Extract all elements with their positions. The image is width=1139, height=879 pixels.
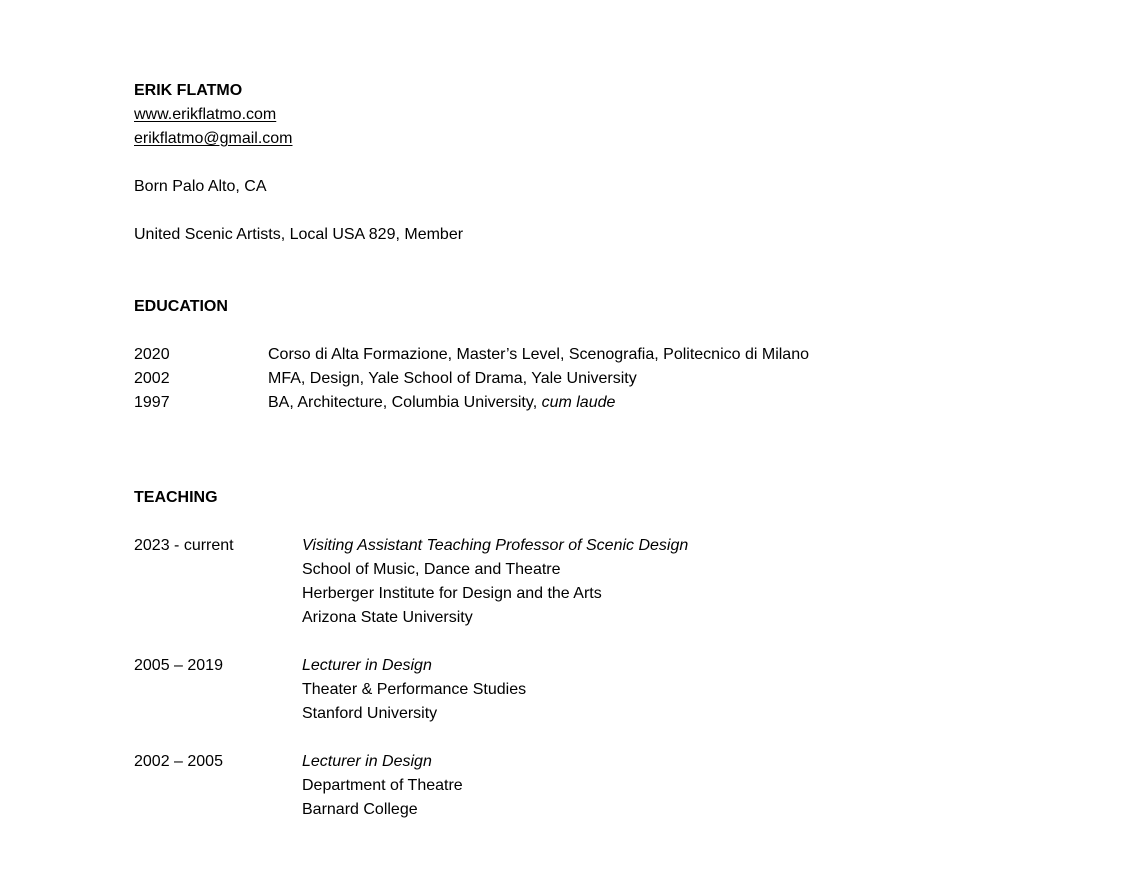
teaching-institution: Barnard College <box>302 801 418 818</box>
education-honor: cum laude <box>541 394 616 411</box>
email-link[interactable]: erikflatmo@gmail.com <box>134 130 293 147</box>
education-entry <box>134 367 1094 391</box>
birthplace: Born Palo Alto, CA <box>134 178 267 195</box>
teaching-years: 2023 - current <box>134 537 234 554</box>
teaching-entry <box>134 750 1094 822</box>
teaching-heading: TEACHING <box>134 489 218 506</box>
union-membership: United Scenic Artists, Local USA 829, Member <box>134 226 464 243</box>
teaching-entry <box>134 534 1094 630</box>
teaching-institution: Stanford University <box>302 705 438 722</box>
teaching-entry <box>134 654 1094 726</box>
education-text: Corso di Alta Formazione, Master’s Level, Scenografia, Politecnico di Milano <box>268 346 809 363</box>
education-entry <box>134 391 1094 415</box>
person-name: ERIK FLATMO <box>134 82 243 99</box>
education-detail <box>268 391 615 415</box>
education-heading: EDUCATION <box>134 298 228 315</box>
education-detail <box>268 343 809 367</box>
education-text: BA, Architecture, Columbia University, <box>268 394 542 411</box>
education-year: 2002 <box>134 370 170 387</box>
teaching-years: 2005 – 2019 <box>134 657 223 674</box>
education-year: 1997 <box>134 394 170 411</box>
teaching-title: Visiting Assistant Teaching Professor of Scenic Design <box>302 537 689 554</box>
education-detail <box>268 367 637 391</box>
website-link[interactable]: www.erikflatmo.com <box>134 106 277 123</box>
education-text: MFA, Design, Yale School of Drama, Yale University <box>268 370 637 387</box>
teaching-unit: Herberger Institute for Design and the Arts <box>302 585 602 602</box>
teaching-dept: Department of Theatre <box>302 777 463 794</box>
education-year: 2020 <box>134 346 170 363</box>
resume-page <box>134 79 1094 822</box>
education-entry <box>134 343 1094 367</box>
teaching-title: Lecturer in Design <box>302 657 432 674</box>
teaching-title: Lecturer in Design <box>302 753 432 770</box>
teaching-years: 2002 – 2005 <box>134 753 223 770</box>
teaching-dept: School of Music, Dance and Theatre <box>302 561 561 578</box>
teaching-dept: Theater & Performance Studies <box>302 681 527 698</box>
teaching-institution: Arizona State University <box>302 609 473 626</box>
